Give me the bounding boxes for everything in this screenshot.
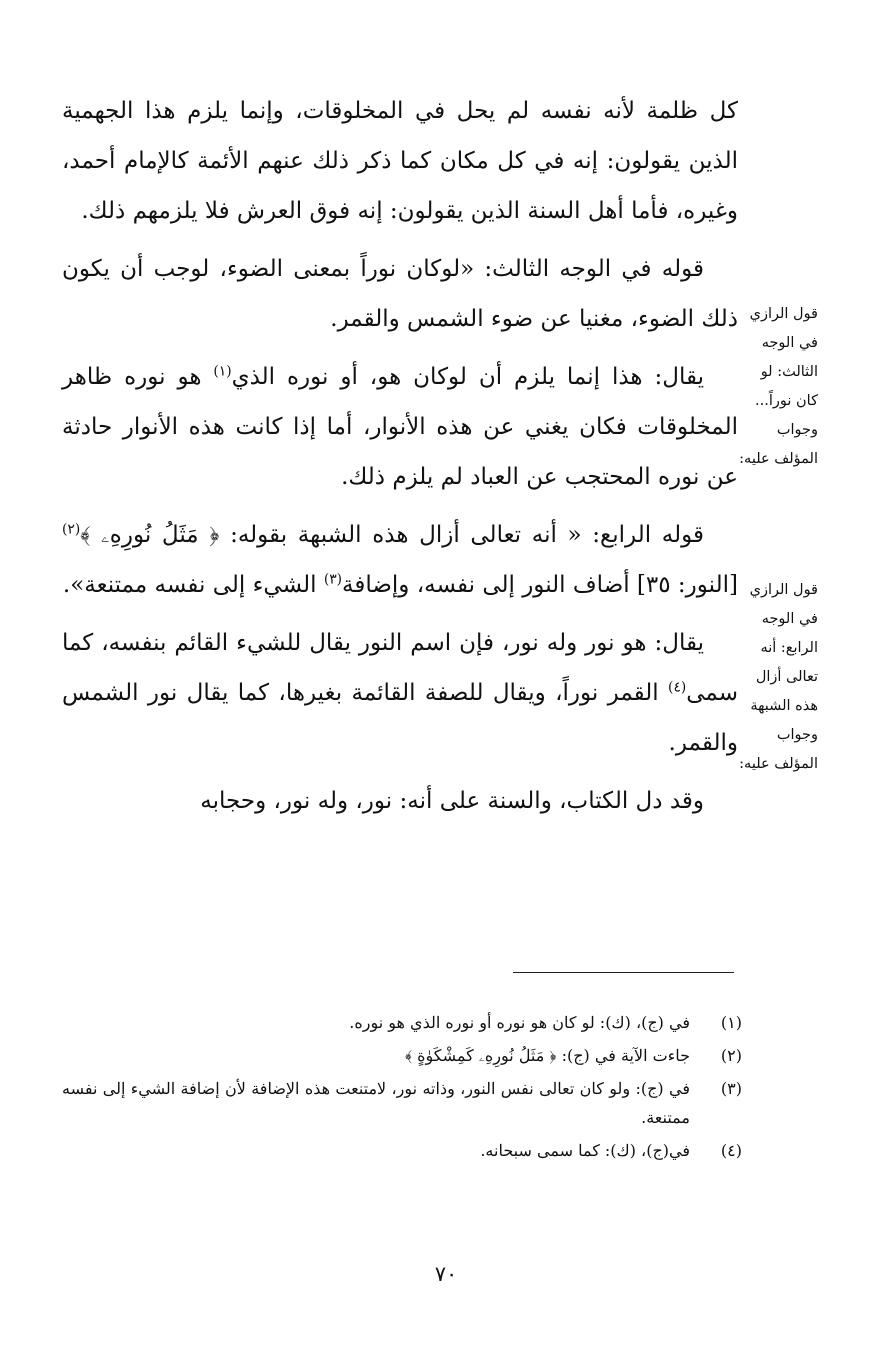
footnotes xyxy=(62,1008,742,1169)
paragraph-1: كل ظلمة لأنه نفسه لم يحل في المخلوقات، وإنما يلزم هذا الجهمية الذين يقولون: إنه في كل مكان كما ذكر ذلك عنهم الأئمة كالإمام أحمد، وغيره، فأما أهل السنة الذين يقولون: إنه فوق العرش فلا يلزمهم ذلك. xyxy=(62,98,738,224)
footnote-ref-4: (٤) xyxy=(668,679,687,696)
main-text xyxy=(62,86,738,834)
footnote-number: (٣) xyxy=(720,1079,742,1098)
footnote-text: في (ج): ولو كان تعالى نفس النور، وذاته نور، لامتنعت هذه الإضافة لأن إضافة الشيء إلى نفسه ممتنعة. xyxy=(62,1079,690,1127)
paragraph-6: وقد دل الكتاب، والسنة على أنه: نور، وله نور، وحجابه xyxy=(200,788,704,814)
paragraph-5-text-a: يقال: هو نور وله نور، فإن اسم النور يقال للشيء القائم بنفسه، كما سمى xyxy=(62,630,738,706)
paragraph-5 xyxy=(62,618,738,768)
paragraph-5-text-b: القمر نوراً، ويقال للصفة القائمة بغيرها، كما يقال نور الشمس والقمر. xyxy=(62,680,738,756)
footnote-2 xyxy=(62,1041,742,1070)
footnote-text: جاءت الآية في (ج): ﴿ مَثَلُ نُورِهِۦ كَمِشْكَوٰةٍ ﴾ xyxy=(404,1046,690,1065)
footnote-text: في (ج)، (ك): لو كان هو نوره أو نوره الذي هو نوره. xyxy=(349,1013,690,1032)
footnote-ref-1: (١) xyxy=(213,363,232,380)
footnote-separator xyxy=(513,972,734,973)
paragraph-4 xyxy=(62,510,738,610)
paragraph-4-text-a: قوله الرابع: « أنه تعالى أزال هذه الشبهة بقوله: ﴿ مَثَلُ نُورِهِۦ ﴾ xyxy=(80,522,704,548)
footnote-number: (١) xyxy=(720,1013,742,1032)
footnote-text: في(ج)، (ك): كما سمى سبحانه. xyxy=(480,1141,690,1160)
paragraph-3-text-a: يقال: هذا إنما يلزم أن لوكان هو، أو نوره الذي xyxy=(231,364,704,390)
paragraph-2: قوله في الوجه الثالث: «لوكان نوراً بمعنى الضوء، لوجب أن يكون ذلك الضوء، مغنيا عن ضوء الشمس والقمر. xyxy=(62,256,738,332)
page-number: ٧٠ xyxy=(434,1262,458,1286)
margin-note-fourth-aspect: قول الرازي في الوجه الرابع: أنه تعالى أزال هذه الشبهة وجواب المؤلف عليه: xyxy=(739,582,818,772)
footnote-1 xyxy=(62,1008,742,1037)
paragraph-3-text-b: هو نوره ظاهر المخلوقات فكان يغني عن هذه الأنوار، أما إذا كانت هذه الأنوار حادثة عن نوره المحتجب عن العباد لم يلزم ذلك. xyxy=(62,364,738,490)
paragraph-4-text-b: [النور: ٣٥] أضاف النور إلى نفسه، وإضافة xyxy=(342,572,738,598)
margin-note-third-aspect: قول الرازي في الوجه الثالث: لو كان نوراً... وجواب المؤلف عليه: xyxy=(739,306,818,467)
footnote-ref-3: (٣) xyxy=(323,571,343,588)
paragraph-3 xyxy=(62,352,738,502)
footnote-3 xyxy=(62,1074,742,1132)
footnote-number: (٤) xyxy=(720,1141,742,1160)
footnote-ref-2: (٢) xyxy=(62,521,81,538)
footnote-number: (٢) xyxy=(720,1046,742,1065)
footnote-4 xyxy=(62,1136,742,1165)
paragraph-4-text-c: الشيء إلى نفسه ممتنعة». xyxy=(62,572,324,598)
